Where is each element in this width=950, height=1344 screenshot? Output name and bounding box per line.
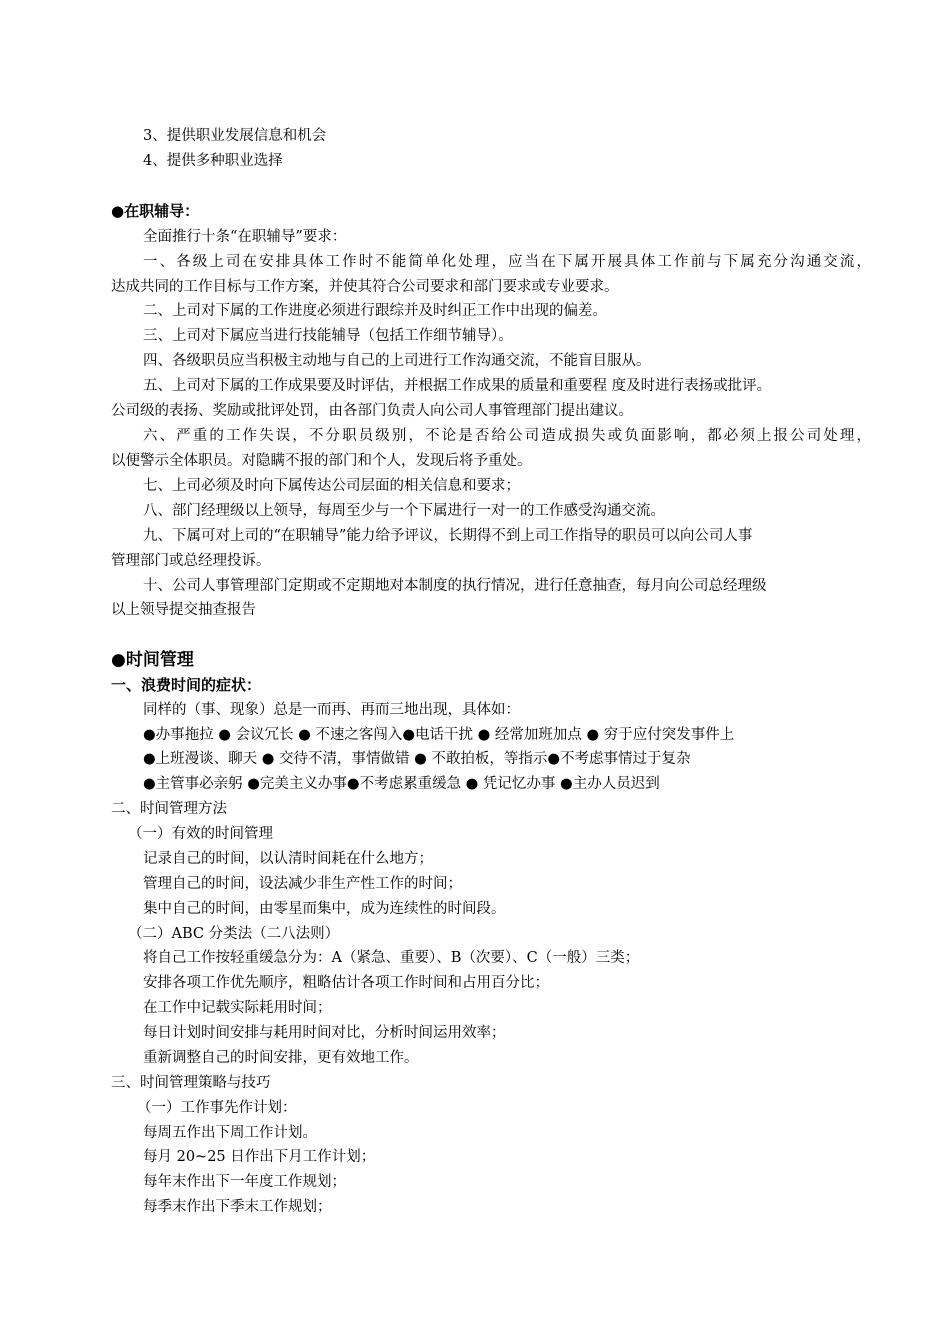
time-management-heading: ●时间管理 — [111, 650, 194, 670]
abc-method-line-5: 重新调整自己的时间安排，更有效地工作。 — [143, 1050, 419, 1066]
abc-method-line-2: 安排各项工作优先顺序，粗略估计各项工作时间和占用百分比； — [143, 975, 549, 991]
abc-method-line-3: 在工作中记载实际耗用时间； — [143, 1000, 332, 1016]
coaching-heading: ●在职辅导： — [111, 202, 200, 220]
list-item-3: 3、提供职业发展信息和机会 — [143, 128, 327, 144]
effective-time-line-1: 记录自己的时间，以认清时间耗在什么地方； — [143, 851, 433, 867]
list-item-4: 4、提供多种职业选择 — [143, 153, 283, 169]
planning-line-1: 每周五作出下周工作计划。 — [143, 1125, 317, 1141]
waste-symptoms-title: 一、浪费时间的症状： — [111, 676, 262, 694]
coaching-item-2: 二、上司对下属的工作进度必须进行跟综并及时纠正工作中出现的偏差。 — [143, 303, 607, 319]
coaching-item-3: 三、上司对下属应当进行技能辅导（包括工作细节辅导）。 — [143, 328, 513, 344]
coaching-item-10-line-2: 以上领导提交抽查报告 — [111, 602, 256, 618]
coaching-item-5-line-2: 公司级的表扬、奖励或批评处罚，由各部门负责人向公司人事管理部门提出建议。 — [111, 403, 633, 419]
coaching-item-7: 七、上司必须及时向下属传达公司层面的相关信息和要求； — [143, 478, 520, 494]
effective-time-line-2: 管理自己的时间，设法减少非生产性工作的时间； — [143, 876, 462, 892]
planning-line-4: 每季末作出下季末工作规划； — [143, 1199, 332, 1215]
coaching-item-8: 八、部门经理级以上领导，每周至少与一个下属进行一对一的工作感受沟通交流。 — [143, 503, 665, 519]
planning-line-2: 每月 20~25 日作出下月工作计划； — [143, 1149, 376, 1165]
waste-symptoms-bullets-2: ●上班漫谈、聊天 ● 交待不清，事情做错 ● 不敢拍板，等指示●不考虑事情过于复杂 — [143, 751, 691, 767]
abc-method-subtitle: （二）ABC 分类法（二八法则） — [128, 926, 340, 942]
coaching-item-9-line-1: 九、下属可对上司的“在职辅导”能力给予评议，长期得不到上司工作指导的职员可以向公司人事 — [143, 528, 753, 544]
coaching-item-6-line-1: 六、严重的工作失误，不分职员级别，不论是否给公司造成损失或负面影响，都必须上报公司处理， — [143, 428, 871, 444]
effective-time-subtitle: （一）有效的时间管理 — [128, 826, 273, 842]
coaching-intro: 全面推行十条“在职辅导”要求： — [143, 229, 347, 245]
strategies-title: 三、时间管理策略与技巧 — [111, 1075, 271, 1091]
coaching-item-10-line-1: 十、公司人事管理部门定期或不定期地对本制度的执行情况，进行任意抽查，每月向公司总经理级 — [143, 578, 767, 594]
planning-line-3: 每年末作出下一年度工作规划； — [143, 1174, 346, 1190]
coaching-item-4: 四、各级职员应当积极主动地与自己的上司进行工作沟通交流，不能盲目服从。 — [143, 353, 651, 369]
coaching-item-9-line-2: 管理部门或总经理投诉。 — [111, 553, 271, 569]
methods-title: 二、时间管理方法 — [111, 801, 227, 817]
planning-subtitle: （一）工作事先作计划： — [137, 1100, 297, 1116]
coaching-item-1-line-2: 达成共同的工作目标与工作方案，并使其符合公司要求和部门要求或专业要求。 — [111, 279, 619, 295]
abc-method-line-1: 将自己工作按轻重缓急分为：A（紧急、重要）、B（次要）、C（一般）三类； — [143, 950, 640, 966]
coaching-item-5-line-1: 五、上司对下属的工作成果要及时评估，并根据工作成果的质量和重要程 度及时进行表扬或批评。 — [143, 378, 772, 394]
waste-symptoms-intro: 同样的（事、现象）总是一而再、再而三地出现，具体如： — [143, 702, 520, 718]
effective-time-line-3: 集中自己的时间，由零星而集中，成为连续性的时间段。 — [143, 901, 506, 917]
waste-symptoms-bullets-1: ●办事拖拉 ● 会议冗长 ● 不速之客闯入●电话干扰 ● 经常加班加点 ● 穷于应付突发事件上 — [143, 727, 735, 743]
coaching-item-6-line-2: 以便警示全体职员。对隐瞒不报的部门和个人，发现后将予重处。 — [111, 453, 532, 469]
coaching-item-1-line-1: 一、各级上司在安排具体工作时不能简单化处理，应当在下属开展具体工作前与下属充分沟通交流， — [143, 254, 871, 270]
waste-symptoms-bullets-3: ●主管事必亲躬 ●完美主义办事●不考虑累重缓急 ● 凭记忆办事 ●主办人员迟到 — [143, 776, 660, 792]
abc-method-line-4: 每日计划时间安排与耗用时间对比，分析时间运用效率； — [143, 1025, 506, 1041]
